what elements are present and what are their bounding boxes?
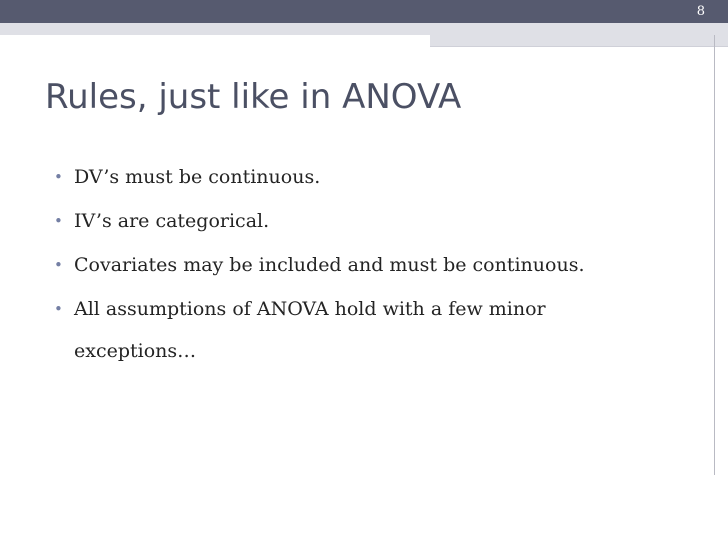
bullet-icon: • bbox=[54, 256, 63, 274]
bullet-text: IV’s are categorical. bbox=[74, 210, 270, 232]
bullet-icon: • bbox=[54, 300, 63, 318]
bullet-text: Covariates may be included and must be continuous. bbox=[74, 254, 585, 276]
header-tab bbox=[430, 23, 728, 47]
bullet-item-covariates bbox=[54, 254, 694, 276]
bullet-text-line-1: All assumptions of ANOVA hold with a few minor bbox=[74, 298, 546, 320]
bullet-item-dv-continuous bbox=[54, 166, 694, 188]
bullet-list bbox=[54, 166, 694, 362]
bullet-icon: • bbox=[54, 212, 63, 230]
bullet-item-anova-assumptions bbox=[54, 298, 694, 362]
bullet-text: DV’s must be continuous. bbox=[74, 166, 321, 188]
bullet-text-line-2: exceptions… bbox=[74, 340, 197, 362]
slide-title: Rules, just like in ANOVA bbox=[45, 77, 462, 117]
bullet-item-iv-categorical bbox=[54, 210, 694, 232]
bullet-icon: • bbox=[54, 168, 63, 186]
slide-number: 8 bbox=[696, 4, 705, 19]
header-bar bbox=[0, 0, 728, 23]
right-border-line bbox=[714, 35, 715, 475]
